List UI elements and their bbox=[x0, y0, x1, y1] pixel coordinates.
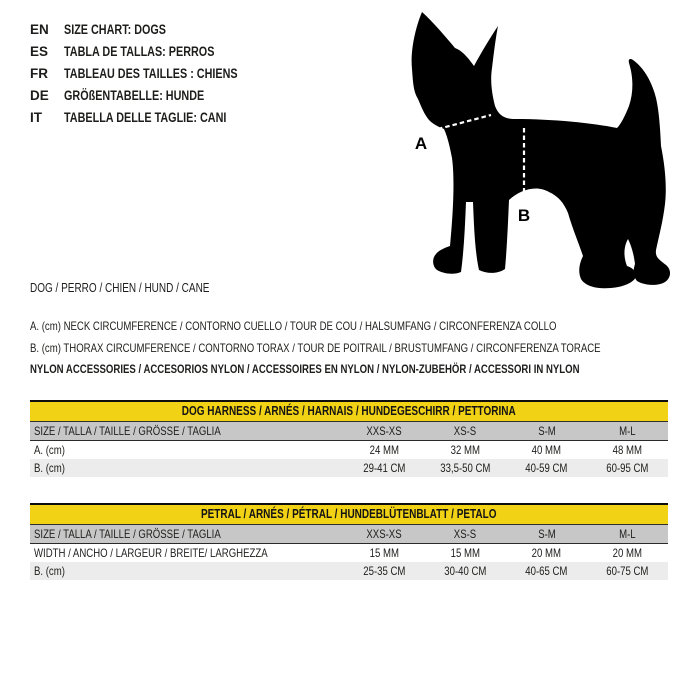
size-col-m-l: M-L bbox=[619, 527, 636, 541]
thorax-measure-note: B. (cm) THORAX CIRCUMFERENCE / CONTORNO TORAX / TOUR DE POITRAIL / BRUSTUMFANG / CIRCONFERENZA TORACE bbox=[30, 340, 601, 355]
cell: 25-35 CM bbox=[363, 564, 406, 578]
language-label: TABLEAU DES TAILLES : CHIENS bbox=[64, 65, 238, 81]
dog-silhouette bbox=[412, 12, 670, 288]
language-code: FR bbox=[30, 65, 48, 81]
language-label: GRÖßENTABELLE: HUNDE bbox=[64, 87, 205, 103]
figure-label-b: B bbox=[517, 206, 531, 225]
table-row-b bbox=[30, 459, 668, 477]
cell: 32 MM bbox=[450, 443, 481, 457]
cell: 15 MM bbox=[369, 546, 400, 560]
measurement-notes bbox=[30, 316, 700, 381]
size-col-s-m: S-M bbox=[537, 527, 556, 541]
language-row bbox=[30, 106, 281, 128]
figure-label-a: A bbox=[414, 134, 428, 153]
language-label: TABLA DE TALLAS: PERROS bbox=[64, 43, 215, 59]
language-list bbox=[30, 18, 281, 128]
table-title: PETRAL / ARNÉS / PÉTRAL / HUNDEBLÜTENBLATT / PETALO bbox=[30, 503, 668, 525]
cell: 30-40 CM bbox=[444, 564, 487, 578]
size-header-row bbox=[30, 525, 668, 544]
table-row-b bbox=[30, 562, 668, 580]
cell: 60-95 CM bbox=[606, 461, 649, 475]
row-label: WIDTH / ANCHO / LARGEUR / BREITE/ LARGHEZZA bbox=[34, 546, 268, 560]
language-code: DE bbox=[30, 87, 49, 103]
table-row-width bbox=[30, 544, 668, 562]
cell: 20 MM bbox=[531, 546, 562, 560]
language-label: TABELLA DELLE TAGLIE: CANI bbox=[64, 109, 227, 125]
nylon-accessories-note: NYLON ACCESSORIES / ACCESORIOS NYLON / ACCESSOIRES EN NYLON / NYLON-ZUBEHÖR / ACCESSORI IN NYLON bbox=[30, 362, 580, 376]
table-row-a bbox=[30, 441, 668, 459]
language-code: IT bbox=[30, 109, 42, 125]
dog-caption: DOG / PERRO / CHIEN / HUND / CANE bbox=[30, 281, 210, 295]
language-code: EN bbox=[30, 21, 49, 37]
row-label: A. (cm) bbox=[34, 443, 65, 457]
language-row bbox=[30, 62, 281, 84]
size-col-xs-s: XS-S bbox=[454, 527, 477, 541]
cell: 29-41 CM bbox=[363, 461, 406, 475]
language-code: ES bbox=[30, 43, 49, 59]
cell: 40-59 CM bbox=[525, 461, 568, 475]
language-row bbox=[30, 40, 281, 62]
cell: 24 MM bbox=[369, 443, 400, 457]
size-header-row bbox=[30, 422, 668, 441]
size-col-s-m: S-M bbox=[537, 424, 556, 438]
cell: 48 MM bbox=[612, 443, 643, 457]
cell: 40-65 CM bbox=[525, 564, 568, 578]
size-col-xs-s: XS-S bbox=[454, 424, 477, 438]
row-label: B. (cm) bbox=[34, 461, 65, 475]
size-col-m-l: M-L bbox=[619, 424, 636, 438]
language-row bbox=[30, 18, 281, 40]
dog-silhouette-figure bbox=[393, 6, 678, 298]
cell: 60-75 CM bbox=[606, 564, 649, 578]
size-row-label: SIZE / TALLA / TAILLE / GRÖSSE / TAGLIA bbox=[34, 424, 221, 438]
language-label: SIZE CHART: DOGS bbox=[64, 21, 167, 37]
size-col-xxs-xs: XXS-XS bbox=[366, 424, 403, 438]
cell: 40 MM bbox=[531, 443, 562, 457]
size-col-xxs-xs: XXS-XS bbox=[366, 527, 403, 541]
size-row-label: SIZE / TALLA / TAILLE / GRÖSSE / TAGLIA bbox=[34, 527, 221, 541]
cell: 20 MM bbox=[612, 546, 643, 560]
language-row bbox=[30, 84, 281, 106]
petral-table bbox=[30, 503, 668, 580]
cell: 15 MM bbox=[450, 546, 481, 560]
dog-harness-table bbox=[30, 400, 668, 477]
cell: 33,5-50 CM bbox=[440, 461, 491, 475]
neck-measure-note: A. (cm) NECK CIRCUMFERENCE / CONTORNO CUELLO / TOUR DE COU / HALSUMFANG / CIRCONFERENZA COLLO bbox=[30, 319, 557, 333]
row-label: B. (cm) bbox=[34, 564, 65, 578]
table-title: DOG HARNESS / ARNÉS / HARNAIS / HUNDEGESCHIRR / PETTORINA bbox=[30, 400, 668, 422]
